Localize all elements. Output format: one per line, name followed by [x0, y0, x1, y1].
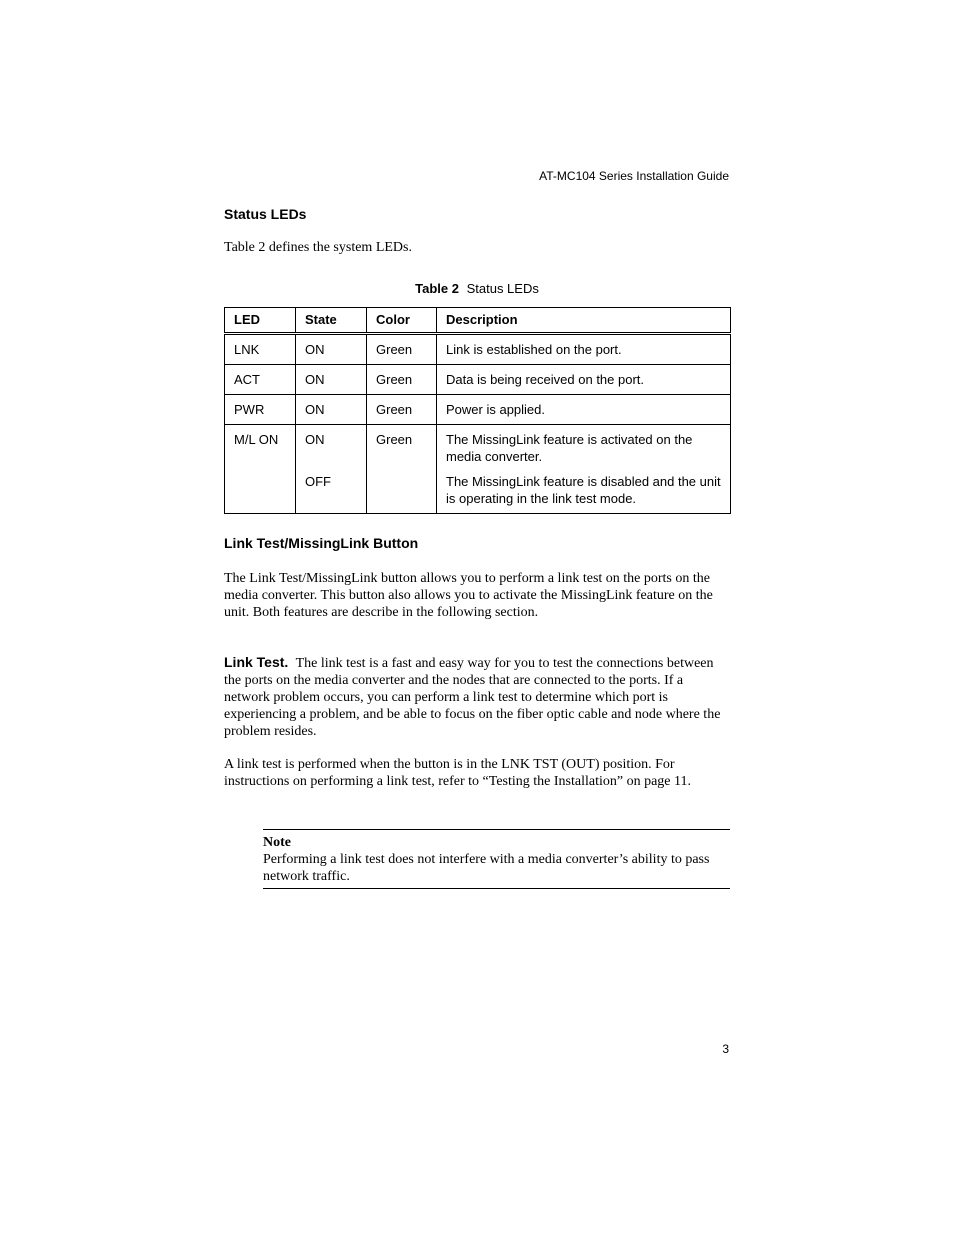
cell-led: ACT: [225, 365, 296, 395]
table-header-row: [225, 308, 731, 334]
page-number: 3: [722, 1042, 729, 1056]
cell-state-group: [296, 425, 367, 514]
cell-description: Power is applied.: [437, 395, 731, 425]
section-heading-status-leds: Status LEDs: [224, 206, 307, 222]
link-test-runin-heading: Link Test.: [224, 654, 289, 670]
cell-color: Green: [367, 365, 437, 395]
link-test-body: The link test is a fast and easy way for you to test the connections between the ports on the media converter and the nodes that are connected to the ports. If a network problem occurs, you can perform a link test to determine which port is experiencing a problem, and be able to focus on the fiber optic cable and node where the problem resides.: [224, 656, 721, 739]
intro-paragraph: Table 2 defines the system LEDs.: [224, 240, 412, 255]
note-box: [263, 829, 730, 889]
table-caption-text: Status LEDs: [466, 281, 539, 296]
status-led-table: [224, 307, 731, 514]
cell-state: ON: [296, 365, 367, 395]
table-row: [225, 425, 731, 514]
column-header-color: Color: [367, 308, 437, 334]
table-caption: [224, 281, 730, 296]
cell-description-group: [437, 425, 731, 514]
cell-description: Data is being received on the port.: [437, 365, 731, 395]
column-header-state: State: [296, 308, 367, 334]
link-button-paragraph: The Link Test/MissingLink button allows you to perform a link test on the ports on the media converter. This button also allows you to activate the MissingLink feature on the unit. Both features are describe in the following section.: [224, 571, 713, 620]
note-body: Performing a link test does not interfere with a media converter’s ability to pass network traffic.: [263, 852, 710, 884]
column-header-led: LED: [225, 308, 296, 334]
table-row: [225, 365, 731, 395]
cell-color: Green: [367, 334, 437, 365]
link-test-paragraph: [224, 654, 730, 740]
cell-color: Green: [367, 425, 437, 514]
cell-led: M/L ON: [225, 425, 296, 514]
cell-state-off: OFF: [305, 474, 331, 489]
cell-color: Green: [367, 395, 437, 425]
note-title: Note: [263, 835, 291, 850]
cell-led: PWR: [225, 395, 296, 425]
cell-state: ON: [296, 334, 367, 365]
cell-state: ON: [296, 395, 367, 425]
cell-state-on: ON: [305, 432, 325, 447]
cell-led: LNK: [225, 334, 296, 365]
section-heading-link-test-button: Link Test/MissingLink Button: [224, 535, 419, 551]
table-row: [225, 334, 731, 365]
cell-description: Link is established on the port.: [437, 334, 731, 365]
running-header: AT-MC104 Series Installation Guide: [539, 169, 729, 183]
table-caption-label: Table 2: [415, 281, 459, 296]
link-test-instructions-paragraph: A link test is performed when the button is in the LNK TST (OUT) position. For instructions on performing a link test, refer to “Testing the Installation” on page 11.: [224, 757, 691, 789]
cell-description-on: The MissingLink feature is activated on the media converter.: [446, 432, 693, 464]
cell-description-off: The MissingLink feature is disabled and the unit is operating in the link test mode.: [446, 474, 721, 506]
column-header-description: Description: [437, 308, 731, 334]
table-row: [225, 395, 731, 425]
